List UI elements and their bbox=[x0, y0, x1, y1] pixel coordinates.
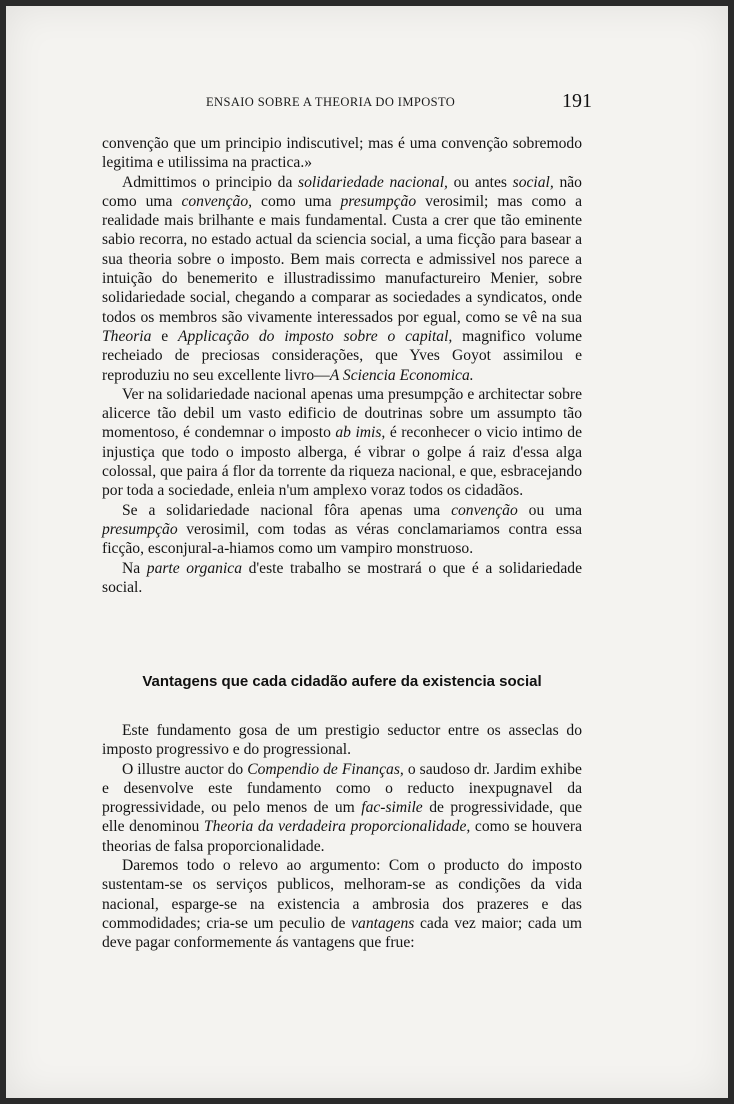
text-run: magnifico volume recheiado de preciosas considerações, que Yves Goyot assimilou e reproduziu no seu excellente livro— bbox=[102, 327, 582, 384]
text-run: Se a solidariedade nacional fôra apenas uma bbox=[122, 501, 452, 519]
text-run: Admittimos o principio da bbox=[122, 173, 299, 191]
paragraph bbox=[102, 385, 582, 501]
text-run: é reconhecer o vicio intimo de injustiça que todo o imposto alberga, é vibrar o golpe á raiz d'essa alga colossal, que paira á flor da torrente da riqueza nacional, e que, esbracejando por toda a sociedade, enleia n'um amplexo voraz todos os cidadãos. bbox=[102, 424, 582, 500]
running-title: ENSAIO SOBRE A THEORIA DO IMPOSTO bbox=[206, 95, 456, 109]
section-heading: Vantagens que cada cidadão aufere da existencia social bbox=[142, 673, 542, 690]
italic-text: convenção, bbox=[181, 192, 253, 210]
text-run: não como uma bbox=[102, 173, 582, 210]
text-run: Este fundamento gosa de um prestigio seductor entre os asseclas do imposto progressivo e do progressional. bbox=[102, 722, 582, 759]
paragraph bbox=[102, 856, 582, 952]
italic-text: fac-simile bbox=[361, 799, 423, 817]
paragraph bbox=[102, 501, 582, 559]
text-run: Ver na solidariedade nacional apenas uma presumpção e architectar sobre alicerce tão debil um vasto edificio de doutrinas sobre um assumpto tão momentoso, é condemnar o imposto bbox=[102, 385, 582, 442]
text-run: Daremos todo o relevo ao argumento: Com o producto do imposto sustentam-se os serviços publicos, melhoram-se as condições da vida nacional, esparge-se na existencia a ambrosia dos prazeres e das commodidades; cria-se um peculio de bbox=[102, 857, 582, 932]
body-text-bottom bbox=[102, 721, 582, 953]
paragraph bbox=[102, 134, 582, 173]
text-run: d'este trabalho se mostrará o que é a solidariedade social. bbox=[102, 559, 582, 596]
italic-text: solidariedade nacional, bbox=[298, 173, 448, 191]
paragraph bbox=[102, 173, 582, 385]
italic-text: presumpção bbox=[340, 192, 417, 210]
italic-text: parte organica bbox=[146, 559, 242, 577]
italic-text: A Sciencia Economica. bbox=[329, 366, 474, 384]
book-page bbox=[6, 6, 728, 1098]
text-run: verosimil, com todas as véras conclamariamos contra essa ficção, esconjural-a-hiamos como um vampiro monstruoso. bbox=[102, 520, 582, 558]
italic-text: Theoria da verdadeira proporcionalidade, bbox=[203, 818, 471, 836]
text-run: e bbox=[151, 327, 179, 345]
paragraph bbox=[102, 721, 582, 760]
paragraph bbox=[102, 760, 582, 856]
page-number: 191 bbox=[562, 90, 592, 112]
text-run: cada vez maior; cada um deve pagar conformemente ás vantagens que frue: bbox=[102, 914, 583, 952]
italic-text: Applicação do imposto sobre o capital, bbox=[178, 327, 453, 345]
text-run: verosimil; mas como a realidade mais brilhante e mais fundamental. Custa a crer que tão eminente sabio recorra, no estado actual da sciencia social, a uma ficção para basear a sua theoria sobre o imposto. Bem mais correcta e admissivel nos parece a intuição do benemerito e illustradissimo manufactureiro Menier, sobre solidariedade social, chegando a comparar as sociedades a syndicatos, onde todos os membros são vivamente interessados por egual, como se vê na sua bbox=[102, 192, 583, 326]
italic-text: Theoria bbox=[102, 327, 152, 345]
text-run: ou antes bbox=[447, 173, 513, 191]
text-run: convenção que um principio indiscutivel; mas é uma convenção sobremodo legitima e utilissima na practica.» bbox=[102, 135, 582, 172]
italic-text: ab imis, bbox=[335, 424, 386, 442]
italic-text: presumpção bbox=[102, 520, 178, 538]
italic-text: vantagens bbox=[351, 914, 415, 932]
text-run: como uma bbox=[252, 192, 341, 210]
italic-text: convenção bbox=[451, 501, 518, 519]
paragraph bbox=[102, 559, 582, 598]
text-run: o saudoso dr. Jardim exhibe e desenvolve este fundamento como o reducto inexpugnavel da progressividade, ou pelo menos de um bbox=[102, 760, 582, 817]
italic-text: Compendio de Finanças, bbox=[247, 760, 404, 778]
text-run: de progressividade, que elle denominou bbox=[102, 799, 582, 836]
body-text-top bbox=[102, 134, 582, 597]
text-run: como se houvera theorias de falsa proporcionalidade. bbox=[102, 818, 583, 855]
italic-text: social, bbox=[512, 173, 554, 191]
text-run: O illustre auctor do bbox=[122, 760, 248, 778]
text-run: ou uma bbox=[517, 501, 582, 519]
page-header bbox=[192, 90, 592, 114]
text-run: Na bbox=[122, 559, 147, 577]
